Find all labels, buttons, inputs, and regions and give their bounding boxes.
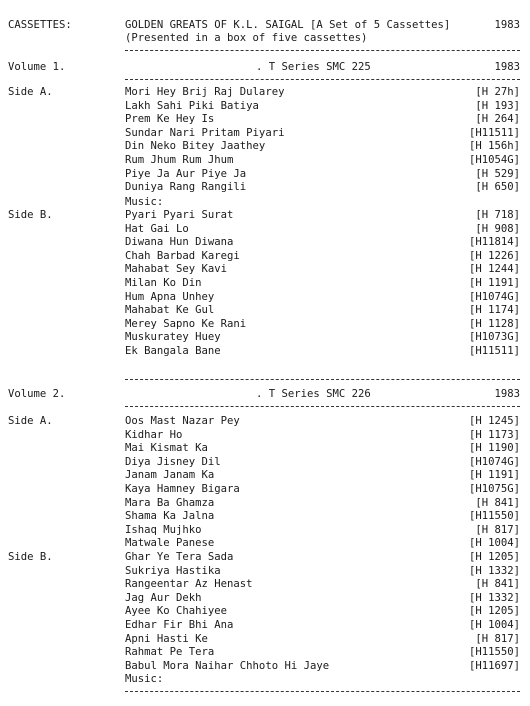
track-code: [H 650]: [475, 181, 520, 194]
track-title: Merey Sapno Ke Rani: [125, 317, 247, 330]
side-a-label: Side A.: [8, 415, 53, 427]
track-code: [H 1226]: [468, 249, 520, 262]
track-title: Ayee Ko Chahiyee: [125, 605, 228, 618]
track-code: [H 718]: [475, 209, 520, 221]
track-title: Janam Janam Ka: [125, 469, 215, 482]
collection-title: GOLDEN GREATS OF K.L. SAIGAL [A Set of 5 Cassettes]: [125, 19, 451, 31]
track-title: Duniya Rang Rangili: [125, 181, 247, 194]
track-code: [H 1191]: [468, 277, 520, 289]
track-code: [H 841]: [475, 496, 520, 509]
track-code: [H 817]: [475, 632, 520, 645]
track-title: Ek Bangala Bane: [125, 345, 221, 357]
track-title: Hat Gai Lo: [125, 222, 189, 235]
track-title: Din Neko Bitey Jaathey: [125, 140, 266, 153]
track-code: [H 1004]: [468, 619, 520, 631]
volume-year: 1983: [494, 388, 520, 400]
track-code: [H 1244]: [468, 263, 520, 276]
track-code: [H1074G]: [468, 455, 520, 468]
track-title: Babul Mora Naihar Chhoto Hi Jaye: [125, 659, 330, 672]
track-code: [H 1190]: [468, 442, 520, 455]
track-code: [H 1173]: [468, 428, 520, 441]
track-title: Muskuratey Huey: [125, 331, 221, 344]
music-label: Music:: [125, 673, 164, 685]
track-title: Ghar Ye Tera Sada: [125, 551, 234, 563]
track-code: [H1054G]: [468, 154, 520, 166]
track-title: Diya Jisney Dil: [125, 455, 221, 468]
side-b-label: Side B.: [8, 551, 53, 563]
track-title: Mai Kismat Ka: [125, 442, 208, 455]
track-title: Sukriya Hastika: [125, 564, 221, 577]
track-code: [H1075G]: [468, 483, 520, 495]
track-code: [H 1174]: [468, 304, 520, 317]
track-title: Ishaq Mujhko: [125, 523, 202, 536]
volume-year: 1983: [494, 61, 520, 73]
collection-year: 1983: [494, 19, 520, 31]
track-title: Sundar Nari Pritam Piyari: [125, 126, 285, 139]
track-title: Mori Hey Brij Raj Dularey: [125, 86, 285, 98]
track-title: Oos Mast Nazar Pey: [125, 415, 240, 427]
track-code: [H11550]: [468, 510, 520, 523]
track-title: Rangeentar Az Henast: [125, 578, 253, 591]
track-title: Mahabat Ke Gul: [125, 304, 215, 317]
track-code: [H 1332]: [468, 564, 520, 577]
track-title: Rahmat Pe Tera: [125, 646, 215, 659]
track-code: [H 817]: [475, 523, 520, 536]
track-code: [H 1191]: [468, 469, 520, 482]
track-code: [H 841]: [475, 578, 520, 591]
track-title: Mahabat Sey Kavi: [125, 263, 228, 276]
volume-catalog: . T Series SMC 226: [256, 388, 371, 400]
dashed-divider: [125, 79, 520, 80]
track-code: [H1073G]: [468, 331, 520, 344]
track-title: Jag Aur Dekh: [125, 591, 202, 604]
track-code: [H 908]: [475, 222, 520, 235]
track-code: [H 1245]: [468, 415, 520, 427]
track-code: [H 27h]: [475, 86, 520, 98]
track-code: [H 156h]: [468, 140, 520, 153]
track-title: Kidhar Ho: [125, 428, 183, 441]
track-code: [H11697]: [468, 659, 520, 672]
track-title: Shama Ka Jalna: [125, 510, 215, 523]
track-code: [H 193]: [475, 99, 520, 112]
track-title: Apni Hasti Ke: [125, 632, 208, 645]
track-code: [H11511]: [468, 345, 520, 357]
dashed-divider: [125, 691, 520, 692]
track-title: Lakh Sahi Piki Batiya: [125, 99, 259, 112]
track-title: Pyari Pyari Surat: [125, 209, 234, 221]
track-title: Rum Jhum Rum Jhum: [125, 154, 234, 166]
track-title: Edhar Fir Bhi Ana: [125, 619, 234, 631]
track-code: [H 529]: [475, 167, 520, 180]
volume-catalog: . T Series SMC 225: [256, 61, 371, 73]
track-code: [H 264]: [475, 113, 520, 126]
dashed-divider: [125, 379, 520, 380]
side-b-label: Side B.: [8, 209, 53, 221]
track-title: Hum Apna Unhey: [125, 290, 215, 303]
track-title: Prem Ke Hey Is: [125, 113, 215, 126]
music-label: Music:: [125, 196, 164, 208]
cassettes-label: CASSETTES:: [8, 19, 72, 31]
track-code: [H 1004]: [468, 537, 520, 550]
track-code: [H11550]: [468, 646, 520, 659]
dashed-divider: [125, 406, 520, 407]
track-code: [H 1332]: [468, 591, 520, 604]
volume-label: Volume 2.: [8, 388, 66, 400]
track-code: [H 1205]: [468, 551, 520, 563]
track-title: Milan Ko Din: [125, 277, 202, 289]
track-code: [H1074G]: [468, 290, 520, 303]
track-code: [H 1128]: [468, 317, 520, 330]
collection-subtitle: (Presented in a box of five cassettes): [125, 32, 368, 44]
dashed-divider: [125, 50, 520, 51]
track-title: Kaya Hamney Bigara: [125, 483, 240, 495]
track-title: Chah Barbad Karegi: [125, 249, 240, 262]
track-code: [H 1205]: [468, 605, 520, 618]
track-title: Diwana Hun Diwana: [125, 236, 234, 249]
volume-label: Volume 1.: [8, 61, 66, 73]
track-title: Piye Ja Aur Piye Ja: [125, 167, 247, 180]
track-title: Mara Ba Ghamza: [125, 496, 215, 509]
track-title: Matwale Panese: [125, 537, 215, 550]
track-code: [H11814]: [468, 236, 520, 249]
side-a-label: Side A.: [8, 86, 53, 98]
track-code: [H11511]: [468, 126, 520, 139]
